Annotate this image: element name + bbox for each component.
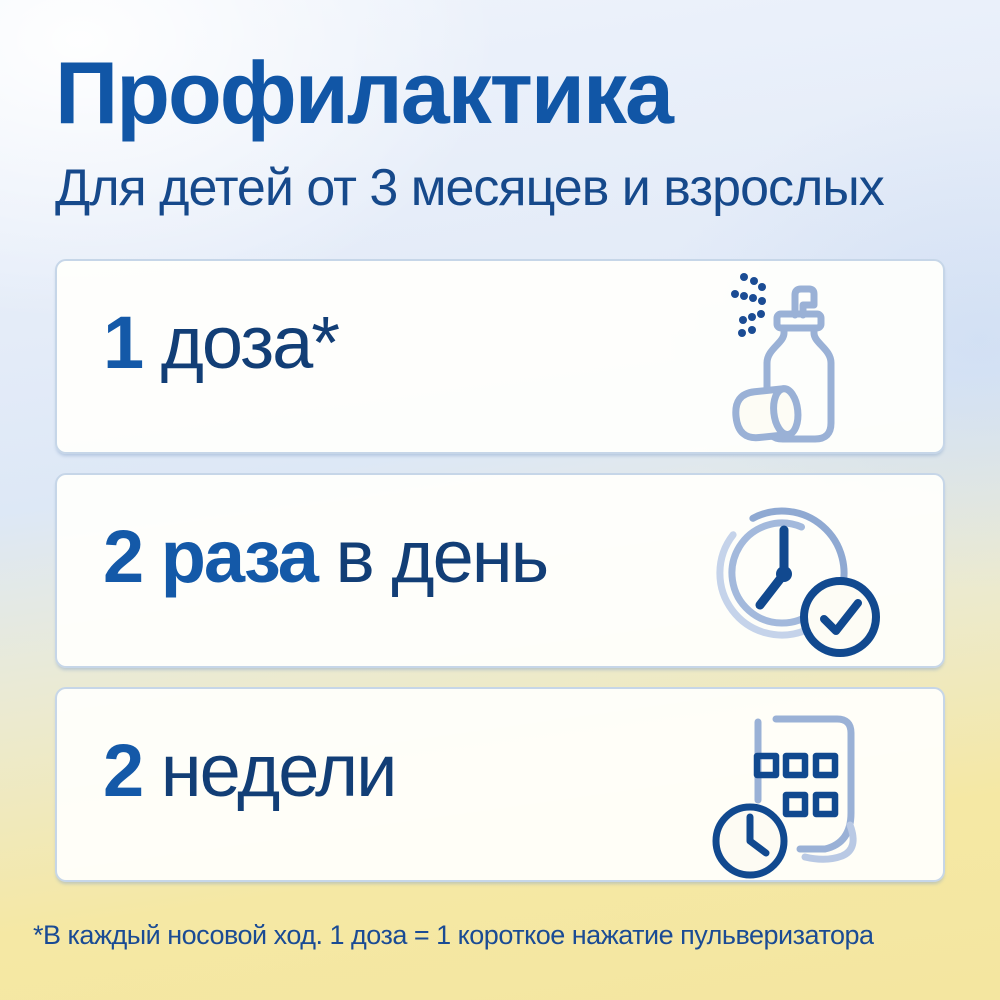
frequency-label: в день — [316, 515, 548, 599]
frequency-text — [57, 515, 548, 599]
dose-number: 1 — [103, 301, 143, 385]
duration-number: 2 — [103, 729, 143, 813]
duration-text — [57, 729, 396, 813]
duration-card — [55, 687, 945, 882]
footnote: *В каждый носовой ход. 1 доза = 1 короткое нажатие пульверизатора — [33, 919, 874, 950]
calendar-clock-icon — [698, 705, 888, 885]
clock-check-icon — [700, 493, 890, 663]
spray-bottle-icon — [723, 265, 893, 455]
page-subtitle: Для детей от 3 месяцев и взрослых — [55, 158, 884, 217]
frequency-number: 2 раза — [103, 515, 317, 599]
dose-card — [55, 259, 945, 454]
frequency-card — [55, 473, 945, 668]
dose-text — [57, 301, 339, 385]
dose-label: доза* — [142, 301, 339, 385]
instruction-cards — [55, 259, 945, 882]
duration-label: недели — [142, 729, 396, 813]
page-title: Профилактика — [55, 43, 672, 142]
